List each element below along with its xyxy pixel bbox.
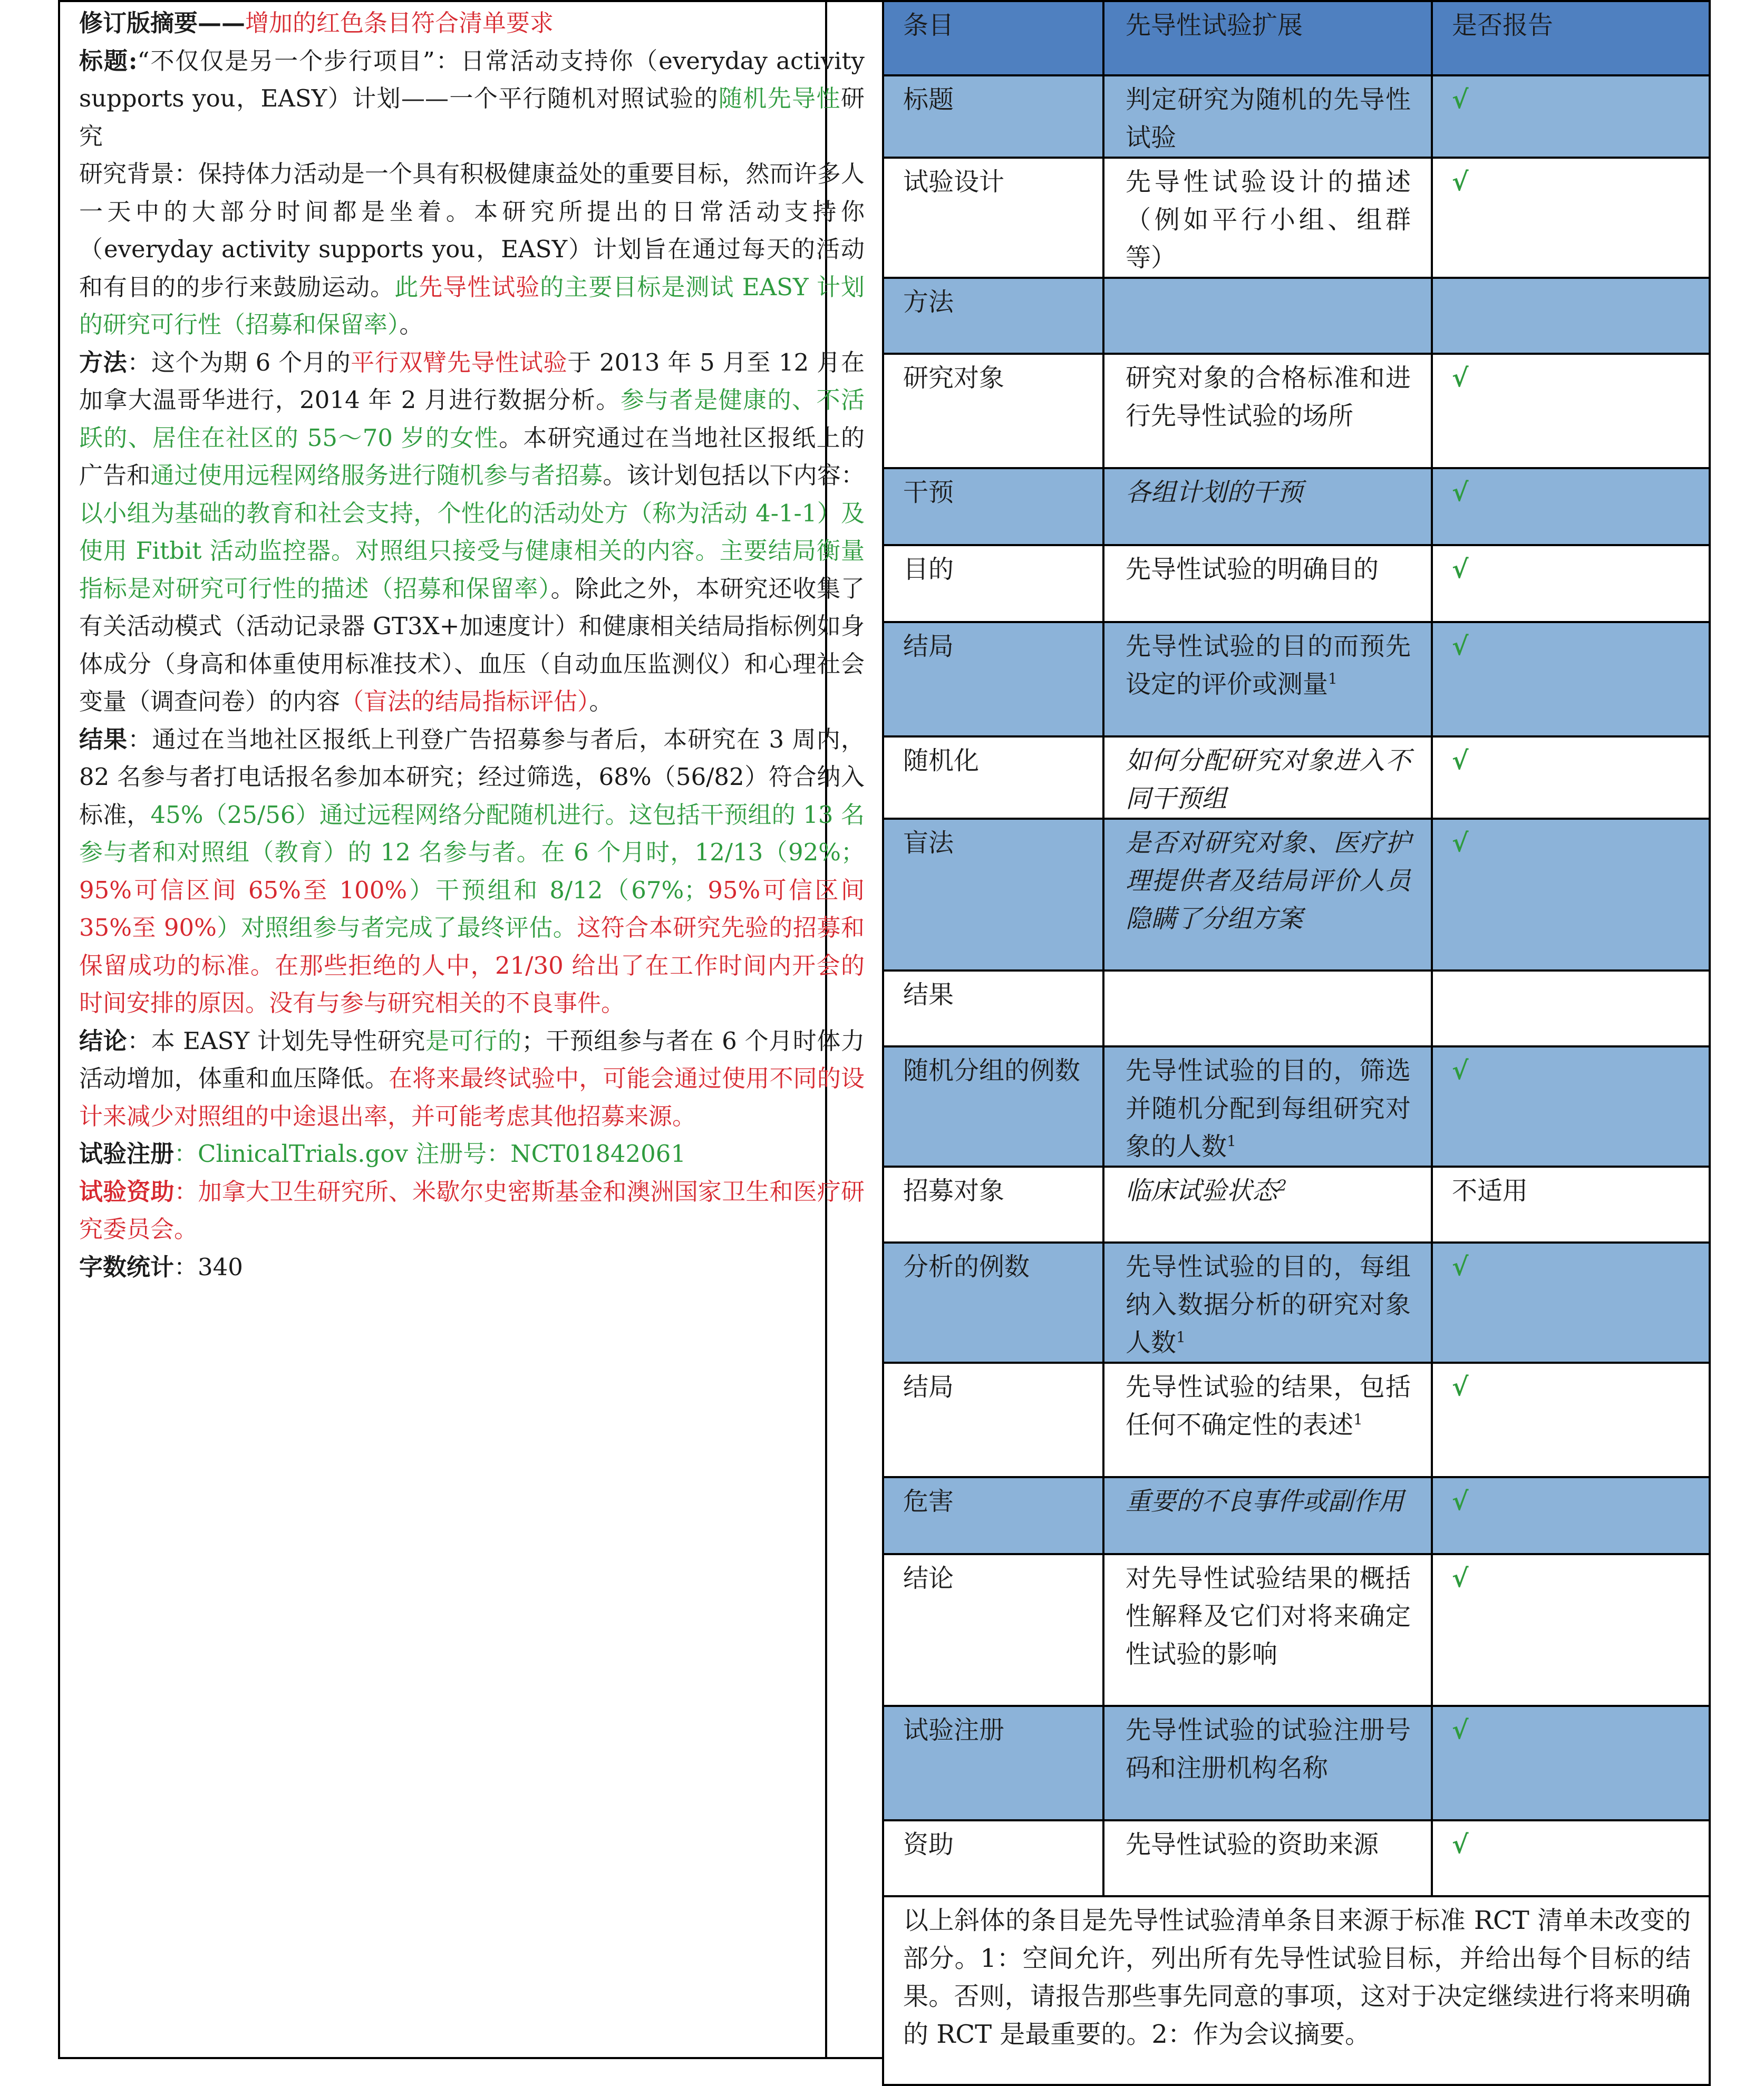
row-reported (1432, 278, 1710, 354)
results-red2: 95%可信区间 35%至 90% (79, 876, 865, 942)
conclusion-paragraph (79, 1022, 865, 1136)
methods-green1: 参与者是健康的、不活跃的、居住在社区的 55～70 岁的女性 (79, 386, 865, 452)
background-green: 此 (394, 273, 419, 301)
header-item: 条目 (883, 1, 1103, 75)
row-extension-text: 先导性试验的目的，每组纳入数据分析的研究对象人数 (1126, 1252, 1411, 1357)
table-row (883, 468, 1710, 545)
funding-label: 试验资助 (79, 1177, 175, 1206)
checklist-table (882, 0, 1711, 2086)
row-item: 目的 (883, 545, 1103, 622)
row-extension (1103, 1706, 1432, 1820)
table-row (883, 1554, 1710, 1706)
title-label: 修订版摘要—— (79, 9, 246, 37)
wordcount-text: ：340 (174, 1253, 243, 1281)
funding-text: ：加拿大卫生研究所、米歇尔史密斯基金和澳洲国家卫生和医疗研究委员会。 (79, 1177, 865, 1243)
study-title (79, 42, 865, 156)
table-row (883, 1167, 1710, 1243)
row-extension-text: 先导性试验设计的描述（例如平行小组、组群等） (1126, 167, 1411, 273)
row-item: 招募对象 (883, 1167, 1103, 1243)
row-item: 随机分组的例数 (883, 1046, 1103, 1167)
row-extension-text: 判定研究为随机的先导性试验 (1126, 85, 1411, 152)
row-item: 资助 (883, 1820, 1103, 1896)
row-extension-text: 先导性试验的明确目的 (1126, 555, 1379, 584)
abstract-heading (79, 4, 865, 42)
row-item: 结局 (883, 622, 1103, 736)
background-text: 研究背景：保持体力活动是一个具有积极健康益处的重要目标，然而许多人一天中的大部分时间都是坐着。本研究所提出的日常活动支持你（everyday activity supports you，EASY）计划旨在通过每天的活动和有目的的步行来鼓励运动。 (79, 160, 865, 301)
row-extension (1103, 819, 1432, 971)
results-paragraph (79, 721, 865, 1022)
row-extension-text: 先导性试验的试验注册号码和注册机构名称 (1126, 1715, 1411, 1783)
row-reported: 不适用 (1432, 1167, 1710, 1243)
row-item: 结论 (883, 1554, 1103, 1706)
results-green3: ）对照组参与者完成了最终评估。 (216, 914, 577, 942)
results-green2: ）干预组和 8/12（67%； (407, 876, 708, 904)
registration-text: ：ClinicalTrials.gov 注册号：NCT01842061 (174, 1140, 686, 1168)
row-extension (1103, 1820, 1432, 1896)
background-end: 。 (399, 311, 423, 338)
row-reported: √ (1432, 75, 1710, 158)
row-extension-text: 是否对研究对象、医疗护理提供者及结局评价人员隐瞒了分组方案 (1126, 828, 1411, 934)
footnote-marker: 1 (1227, 1132, 1236, 1150)
row-item: 危害 (883, 1477, 1103, 1554)
row-reported: √ (1432, 1554, 1710, 1706)
row-reported: √ (1432, 468, 1710, 545)
row-extension-text: 研究对象的合格标准和进行先导性试验的场所 (1126, 363, 1411, 431)
abstract-column (79, 4, 865, 1286)
table-row (883, 1820, 1710, 1896)
row-item: 随机化 (883, 736, 1103, 819)
methods-red1: 平行双臂先导性试验 (351, 348, 568, 376)
methods-label: 方法 (79, 348, 128, 376)
row-reported: √ (1432, 1363, 1710, 1477)
table-header-row (883, 1, 1710, 75)
row-extension-text: 先导性试验的结果，包括任何不确定性的表述 (1126, 1372, 1411, 1440)
footnote-row (883, 1896, 1710, 2085)
table-row (883, 158, 1710, 278)
conclusion-green: 是可行的 (425, 1026, 522, 1055)
row-extension (1103, 545, 1432, 622)
table-row (883, 278, 1710, 354)
row-extension (1103, 1243, 1432, 1363)
table-footnote: 以上斜体的条目是先导性试验清单条目来源于标准 RCT 清单未改变的部分。1：空间允许，列出所有先导性试验目标，并给出每个目标的结果。否则，请报告那些事先同意的事项，这对于决定继续进行将来明确的 RCT 是最重要的。2：作为会议摘要。 (883, 1896, 1710, 2085)
footnote-marker: 1 (1176, 1328, 1186, 1346)
conclusion-label: 结论 (79, 1026, 128, 1055)
background-green2: 的主要目标是测试 EASY 计划的研究可行性（招募和保留率） (79, 273, 865, 338)
row-extension (1103, 1554, 1432, 1706)
row-extension (1103, 1046, 1432, 1167)
row-extension (1103, 278, 1432, 354)
row-reported: √ (1432, 1046, 1710, 1167)
table-row (883, 622, 1710, 736)
background-paragraph (79, 155, 865, 344)
row-item: 标题 (883, 75, 1103, 158)
heading-end: 研究 (79, 84, 865, 150)
methods-c: 。本研究通过在当地社区报纸上的广告和 (79, 423, 865, 489)
row-reported: √ (1432, 1820, 1710, 1896)
row-extension (1103, 1477, 1432, 1554)
row-extension (1103, 354, 1432, 468)
table-row (883, 1363, 1710, 1477)
row-item: 研究对象 (883, 354, 1103, 468)
row-extension-text: 先导性试验的资助来源 (1126, 1830, 1379, 1859)
table-row (883, 736, 1710, 819)
table-row (883, 1243, 1710, 1363)
row-extension-text: 临床试验状态 (1126, 1176, 1278, 1206)
row-extension (1103, 736, 1432, 819)
row-extension-text: 对先导性试验结果的概括性解释及它们对将来确定性试验的影响 (1126, 1564, 1411, 1669)
conclusion-a: ：本 EASY 计划先导性研究 (127, 1026, 426, 1055)
results-red1: 95%可信区间 65%至 100% (79, 876, 408, 904)
table-row (883, 354, 1710, 468)
conclusion-red: 在将来最终试验中，可能会通过使用不同的设计来减少对照组的中途退出率，并可能考虑其他招募来源。 (79, 1064, 865, 1130)
conclusion-b: ；干预组参与者在 6 个月时体力活动增加，体重和血压降低。 (79, 1026, 865, 1092)
wordcount-paragraph (79, 1248, 865, 1286)
table-row (883, 971, 1710, 1046)
row-extension (1103, 622, 1432, 736)
row-extension-text: 重要的不良事件或副作用 (1126, 1487, 1404, 1516)
row-extension (1103, 158, 1432, 278)
registration-paragraph (79, 1135, 865, 1173)
row-reported (1432, 971, 1710, 1046)
row-reported: √ (1432, 1706, 1710, 1820)
methods-green3: 以小组为基础的教育和社会支持，个性化的活动处方（称为活动 4-1-1）及使用 Fitbit 活动监控器。对照组只接受与健康相关的内容。主要结局衡量指标是对研究可行性的描述（招募和保留率） (79, 499, 865, 603)
row-item: 结局 (883, 1363, 1103, 1477)
methods-b: 于 2013 年 5 月至 12 月在加拿大温哥华进行，2014 年 2 月进行数据分析。 (79, 348, 865, 414)
heading-label: 标题: (79, 46, 138, 75)
row-item: 干预 (883, 468, 1103, 545)
results-red3: 这符合本研究先验的招募和保留成功的标准。在那些拒绝的人中，21/30 给出了在工作时间内开会的时间安排的原因。没有与参与研究相关的不良事件。 (79, 914, 865, 1017)
row-extension (1103, 971, 1432, 1046)
row-extension (1103, 75, 1432, 158)
row-item: 方法 (883, 278, 1103, 354)
results-green1: 45%（25/56）通过远程网络分配随机进行。这包括干预组的 13 名参与者和对照组（教育）的 12 名参与者。在 6 个月时，12/13（92%； (79, 800, 865, 866)
row-reported: √ (1432, 545, 1710, 622)
footnote-marker: 1 (1328, 670, 1337, 687)
row-reported: √ (1432, 819, 1710, 971)
row-extension (1103, 1363, 1432, 1477)
row-item: 结果 (883, 971, 1103, 1046)
header-extension: 先导性试验扩展 (1103, 1, 1432, 75)
row-item: 试验设计 (883, 158, 1103, 278)
row-reported: √ (1432, 1477, 1710, 1554)
table-row (883, 819, 1710, 971)
registration-label: 试验注册 (79, 1140, 175, 1168)
methods-f: 。 (589, 687, 613, 715)
row-extension-text: 先导性试验的目的而预先设定的评价或测量 (1126, 632, 1411, 699)
methods-paragraph (79, 344, 865, 721)
header-reported: 是否报告 (1432, 1, 1710, 75)
funding-paragraph (79, 1173, 865, 1248)
row-extension-text: 各组计划的干预 (1126, 478, 1303, 507)
methods-red2: （盲法的结局指标评估） (340, 687, 589, 715)
table-row (883, 545, 1710, 622)
methods-d: 。该计划包括以下内容： (603, 461, 865, 489)
title-note: 增加的红色条目符合清单要求 (245, 9, 554, 37)
heading-text: “不仅仅是另一个步行项目”：日常活动支持你（everyday activity supports you，EASY）计划——一个平行随机对照试验的 (79, 46, 865, 112)
row-item: 试验注册 (883, 1706, 1103, 1820)
row-item: 分析的例数 (883, 1243, 1103, 1363)
table-row (883, 1706, 1710, 1820)
results-a: ：通过在当地社区报纸上刊登广告招募参与者后，本研究在 3 周内，82 名参与者打电话报名参加本研究；经过筛选，68%（56/82）符合纳入标准， (79, 725, 865, 829)
row-reported: √ (1432, 158, 1710, 278)
row-reported: √ (1432, 1243, 1710, 1363)
background-red: 先导性试验 (419, 273, 540, 301)
methods-a: ：这个为期 6 个月的 (127, 348, 351, 376)
footnote-marker: 2 (1277, 1177, 1287, 1194)
methods-e: 。除此之外，本研究还收集了有关活动模式（活动记录器 GT3X+加速度计）和健康相关结局指标例如身体成分（身高和体重使用标准技术）、血压（自动血压监测仪）和心理社会变量（调查问卷）的内容 (79, 574, 865, 715)
methods-green2: 通过使用远程网络服务进行随机参与者招募 (150, 461, 603, 489)
wordcount-label: 字数统计 (79, 1253, 175, 1281)
heading-green: 随机先导性 (718, 84, 841, 112)
row-extension (1103, 468, 1432, 545)
checklist-column (882, 0, 1709, 2086)
row-extension-text: 如何分配研究对象进入不同干预组 (1126, 746, 1411, 813)
row-reported: √ (1432, 354, 1710, 468)
row-extension (1103, 1167, 1432, 1243)
table-row (883, 1477, 1710, 1554)
row-item: 盲法 (883, 819, 1103, 971)
results-label: 结果 (79, 725, 128, 753)
row-extension-text: 先导性试验的目的，筛选并随机分配到每组研究对象的人数 (1126, 1056, 1411, 1161)
table-row (883, 1046, 1710, 1167)
footnote-marker: 1 (1353, 1411, 1363, 1428)
table-row (883, 75, 1710, 158)
row-reported: √ (1432, 736, 1710, 819)
row-reported: √ (1432, 622, 1710, 736)
